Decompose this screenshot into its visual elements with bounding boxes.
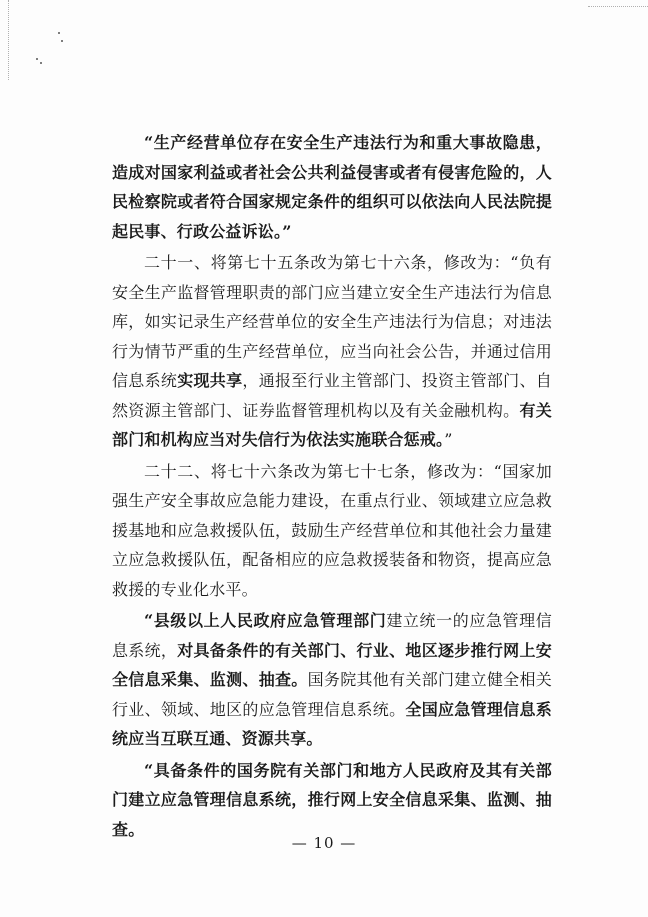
text-segment: ” bbox=[444, 430, 453, 449]
text-segment: 二十二、将七十六条改为第七十七条，修改为：“国家加强生产安全事故应急能力建设，在重点行业、领域建立应急救援基地和应急救援队伍，鼓励生产经营单位和其他社会力量建立应急救援队伍，配备相应的应急救援装备和物资，提高应急救援的专业化水平。 bbox=[112, 461, 552, 599]
paragraph-1 bbox=[112, 128, 552, 246]
text-segment: 建立统一的应急管理信息系统， bbox=[112, 611, 552, 660]
scan-speck bbox=[61, 40, 63, 42]
paragraph-4 bbox=[112, 606, 552, 754]
text-segment: ，通报至行业主管部门、投资主管部门、自然资源主管部门、证券监督管理机构以及有关金融机构。 bbox=[112, 371, 552, 420]
scan-edge-top bbox=[588, 0, 648, 7]
scan-speck bbox=[36, 58, 38, 60]
text-segment: “县级以上人民政府应急管理部门 bbox=[144, 611, 387, 630]
text-segment: 对具备条件的有关部门、行业、地区逐步推行网上安全信息采集、监测、抽查。 bbox=[112, 640, 552, 689]
text-segment: 全国应急管理信息系统应当互联互通、资源共享。 bbox=[112, 699, 552, 748]
page-number: — 10 — bbox=[291, 834, 357, 852]
text-segment: 实现共享 bbox=[177, 371, 243, 390]
paragraph-2 bbox=[112, 248, 552, 455]
scan-edge-left bbox=[0, 0, 9, 80]
text-segment: “具备条件的国务院有关部门和地方人民政府及其有关部门建立应急管理信息系统，推行网上安全信息采集、监测、抽查。 bbox=[112, 760, 552, 839]
text-segment: “生产经营单位存在安全生产违法行为和重大事故隐患，造成对国家利益或者社会公共利益侵害或者有侵害危险的，人民检察院或者符合国家规定条件的组织可以依法向人民法院提起民事、行政公益诉讼。” bbox=[112, 133, 552, 241]
scan-speck bbox=[40, 62, 42, 64]
paragraph-3 bbox=[112, 457, 552, 605]
text-segment: 有关部门和机构应当对失信行为依法实施联合惩戒。 bbox=[112, 400, 552, 449]
paragraph-5 bbox=[112, 756, 552, 845]
document-body bbox=[112, 128, 552, 844]
scan-speck bbox=[58, 32, 60, 34]
text-segment: 国务院其他有关部门建立健全相关行业、领域、地区的应急管理信息系统。 bbox=[112, 670, 552, 719]
text-segment: 二十一、将第七十五条改为第七十六条，修改为：“负有安全生产监督管理职责的部门应当建立安全生产违法行为信息库，如实记录生产经营单位的安全生产违法行为信息；对违法行为情节严重的生产经营单位，应当向社会公告，并通过信用信息系统 bbox=[112, 253, 552, 390]
